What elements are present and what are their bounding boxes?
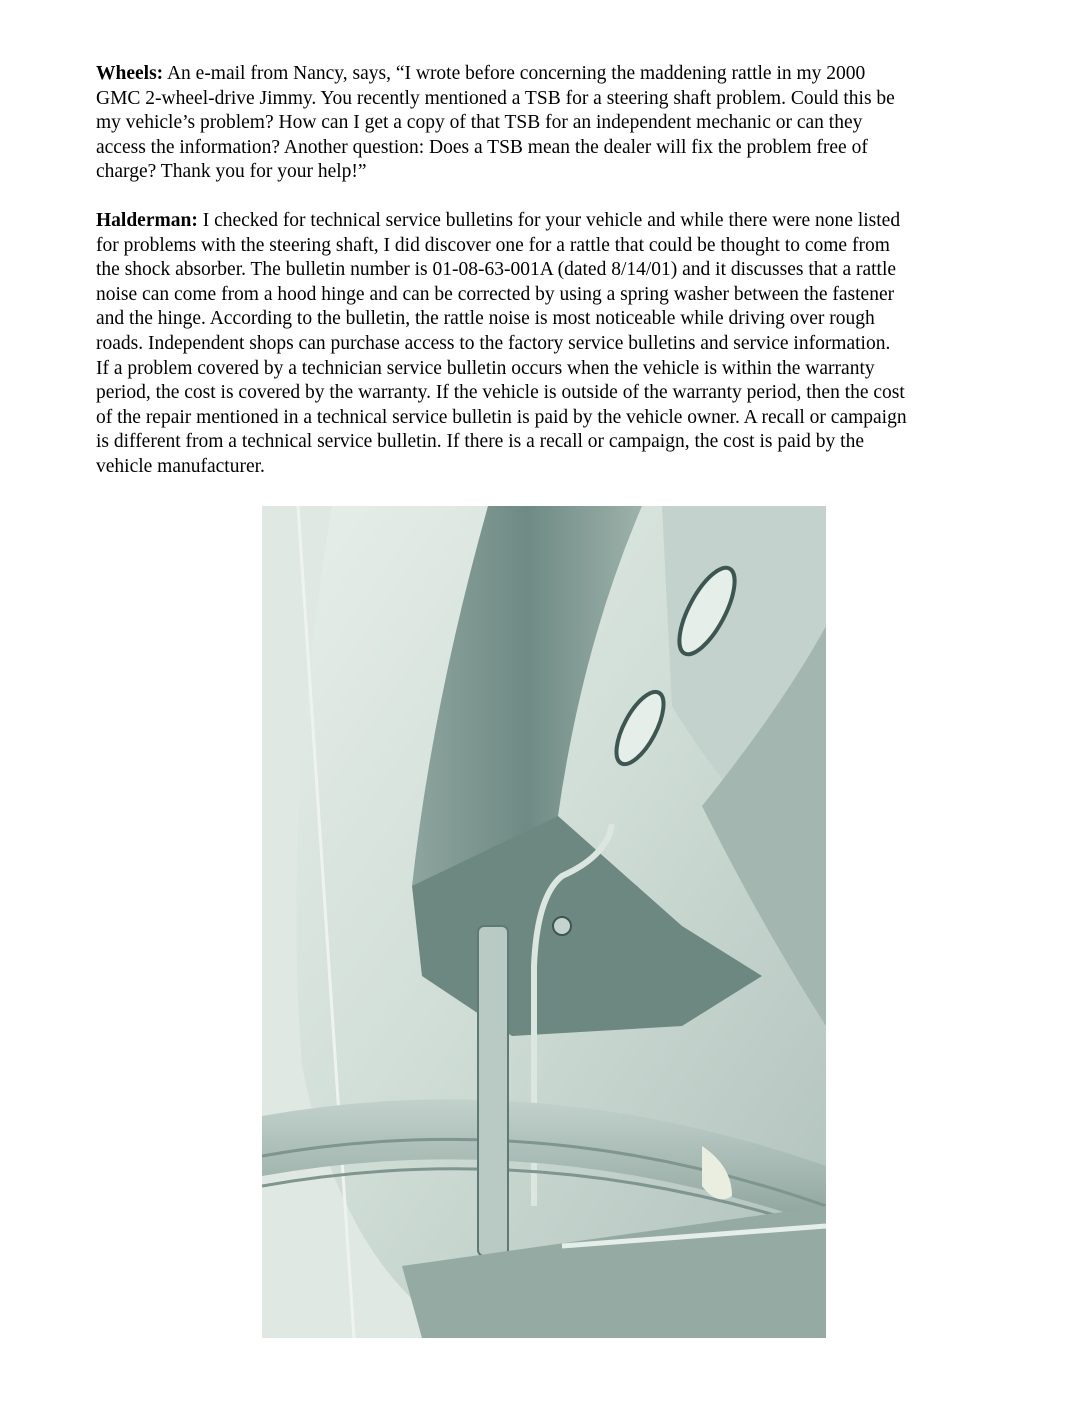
letter-paragraph: [96, 62, 1008, 185]
answer-paragraph: [96, 209, 1008, 480]
paragraph-gap: [96, 185, 1008, 209]
shock-absorber: [478, 926, 508, 1256]
answer-text: I checked for technical service bulletins for your vehicle and while there were none listed for problems with the steering shaft, I did discover one for a rattle that could be thought to come from the shock absorber. The bulletin number is 01-08-63-001A (dated 8/14/01) and it discusses that a rattle noise can come from a hood hinge and can be corrected by using a spring washer between the fastener and the hinge. According to the bulletin, the rattle noise is most noticeable while driving over rough roads. Independent shops can purchase access to the factory service bulletins and service information. If a problem covered by a technician service bulletin occurs when the vehicle is within the warranty period, the cost is covered by the warranty. If the vehicle is outside of the warranty period, then the cost of the repair mentioned in a technical service bulletin is paid by the vehicle owner. A recall or campaign is different from a technical service bulletin. If there is a recall or campaign, the cost is paid by the vehicle manufacturer.: [96, 209, 907, 477]
letter-text: An e-mail from Nancy, says, “I wrote before concerning the maddening rattle in my 2000 GMC 2-wheel-drive Jimmy. You recently mentioned a TSB for a steering shaft problem. Could this be my vehicle’s problem? How can I get a copy of that TSB for an independent mechanic or can they access the information? Another question: Does a TSB mean the dealer will fix the problem free of charge? Thank you for your help!”: [96, 63, 895, 183]
answer-speaker: Halderman:: [96, 209, 198, 231]
photo-illustration: [262, 506, 826, 1338]
article: [96, 62, 1008, 480]
hinge-bolt: [553, 917, 571, 935]
hood-hinge-photo: [262, 506, 826, 1338]
letter-speaker: Wheels:: [96, 63, 164, 84]
